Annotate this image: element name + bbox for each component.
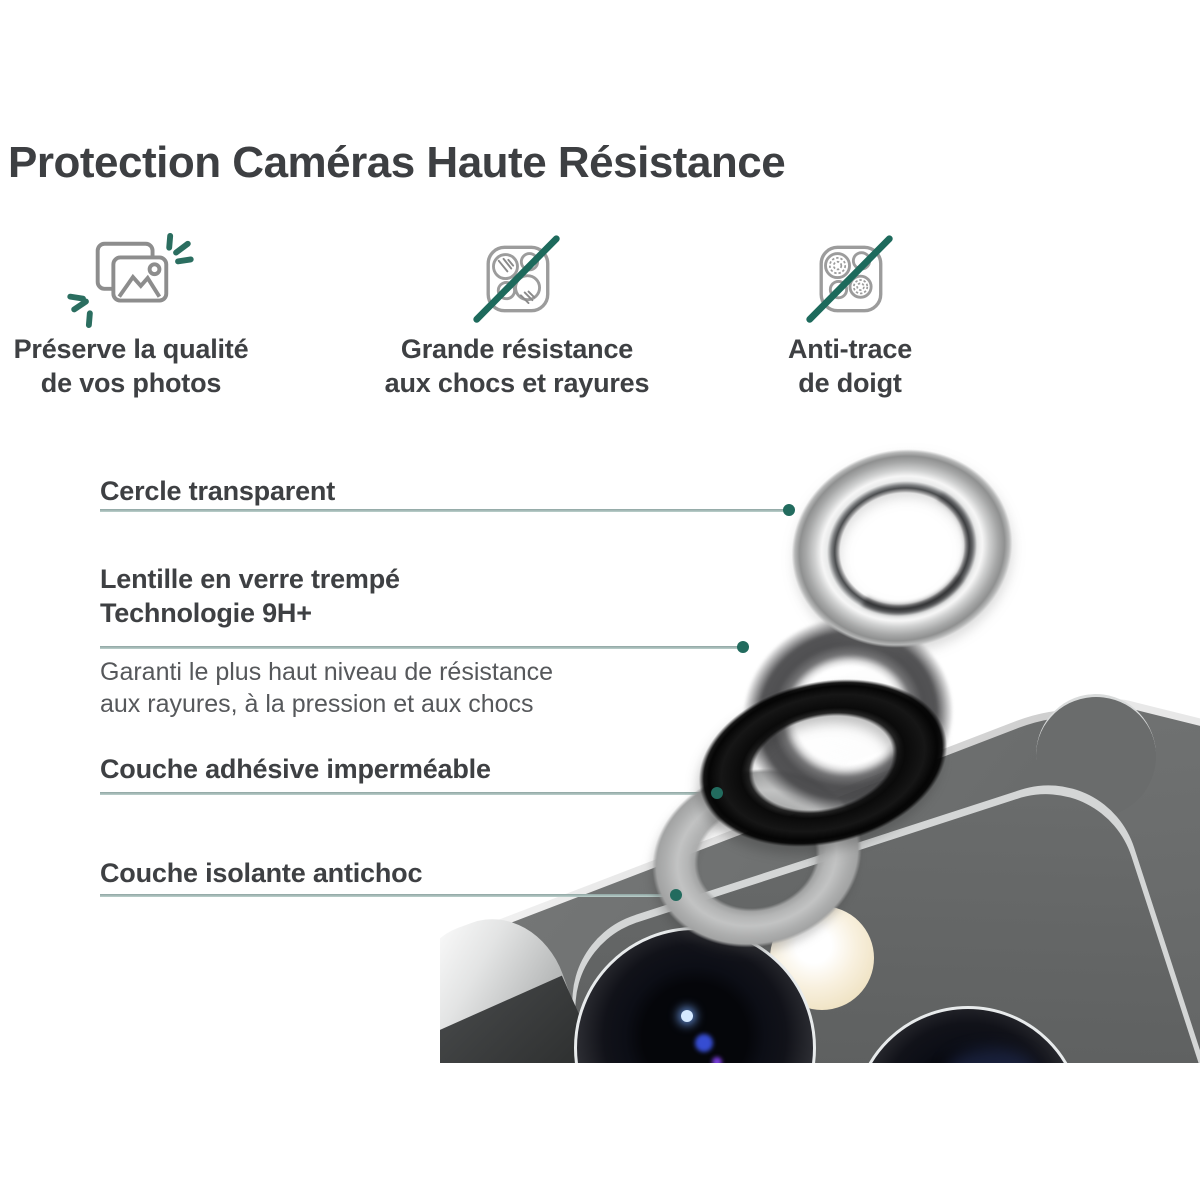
layer-label-transparent-circle: Cercle transparent xyxy=(100,476,335,506)
layer-label-glass-line2: Technologie 9H+ xyxy=(100,598,312,628)
leader-line-transparent-circle xyxy=(100,509,788,512)
lens-glint-icon xyxy=(946,1049,1036,1063)
leader-dot-insulating xyxy=(670,889,682,901)
leader-dot-adhesive xyxy=(711,787,723,799)
lens-glint-icon xyxy=(681,1010,693,1022)
camera-module-no-fingerprint-icon xyxy=(802,232,898,328)
leader-line-glass xyxy=(100,646,740,649)
page-title: Protection Caméras Haute Résistance xyxy=(8,138,786,187)
feature-label-line2: aux chocs et rayures xyxy=(384,368,650,398)
leader-line-insulating xyxy=(100,894,673,897)
leader-line-adhesive xyxy=(100,792,714,795)
feature-photo-quality xyxy=(0,232,262,400)
layer-label-glass-line1: Lentille en verre trempé xyxy=(100,564,400,594)
photo-quality-sparkle-icon xyxy=(65,232,197,328)
feature-anti-fingerprint xyxy=(756,232,944,400)
feature-label-line2: de vos photos xyxy=(40,368,222,398)
lens-glint-icon xyxy=(712,1057,722,1063)
camera-module-no-shock-icon xyxy=(469,232,565,328)
feature-label-line1: Grande résistance xyxy=(400,334,634,364)
feature-label-line1: Anti-trace xyxy=(787,334,913,364)
leader-dot-transparent-circle xyxy=(783,504,795,516)
feature-label-line1: Préserve la qualité xyxy=(13,334,249,364)
layer-label-adhesive: Couche adhésive imperméable xyxy=(100,754,491,784)
lens-glint-icon xyxy=(695,1034,713,1052)
feature-shock-resistance xyxy=(366,232,668,400)
layer-desc-glass-line1: Garanti le plus haut niveau de résistance xyxy=(100,658,554,686)
leader-dot-glass xyxy=(737,641,749,653)
layer-desc-glass-line2: aux rayures, à la pression et aux chocs xyxy=(100,690,534,718)
feature-label-line2: de doigt xyxy=(798,368,902,398)
layer-label-insulating: Couche isolante antichoc xyxy=(100,858,423,888)
